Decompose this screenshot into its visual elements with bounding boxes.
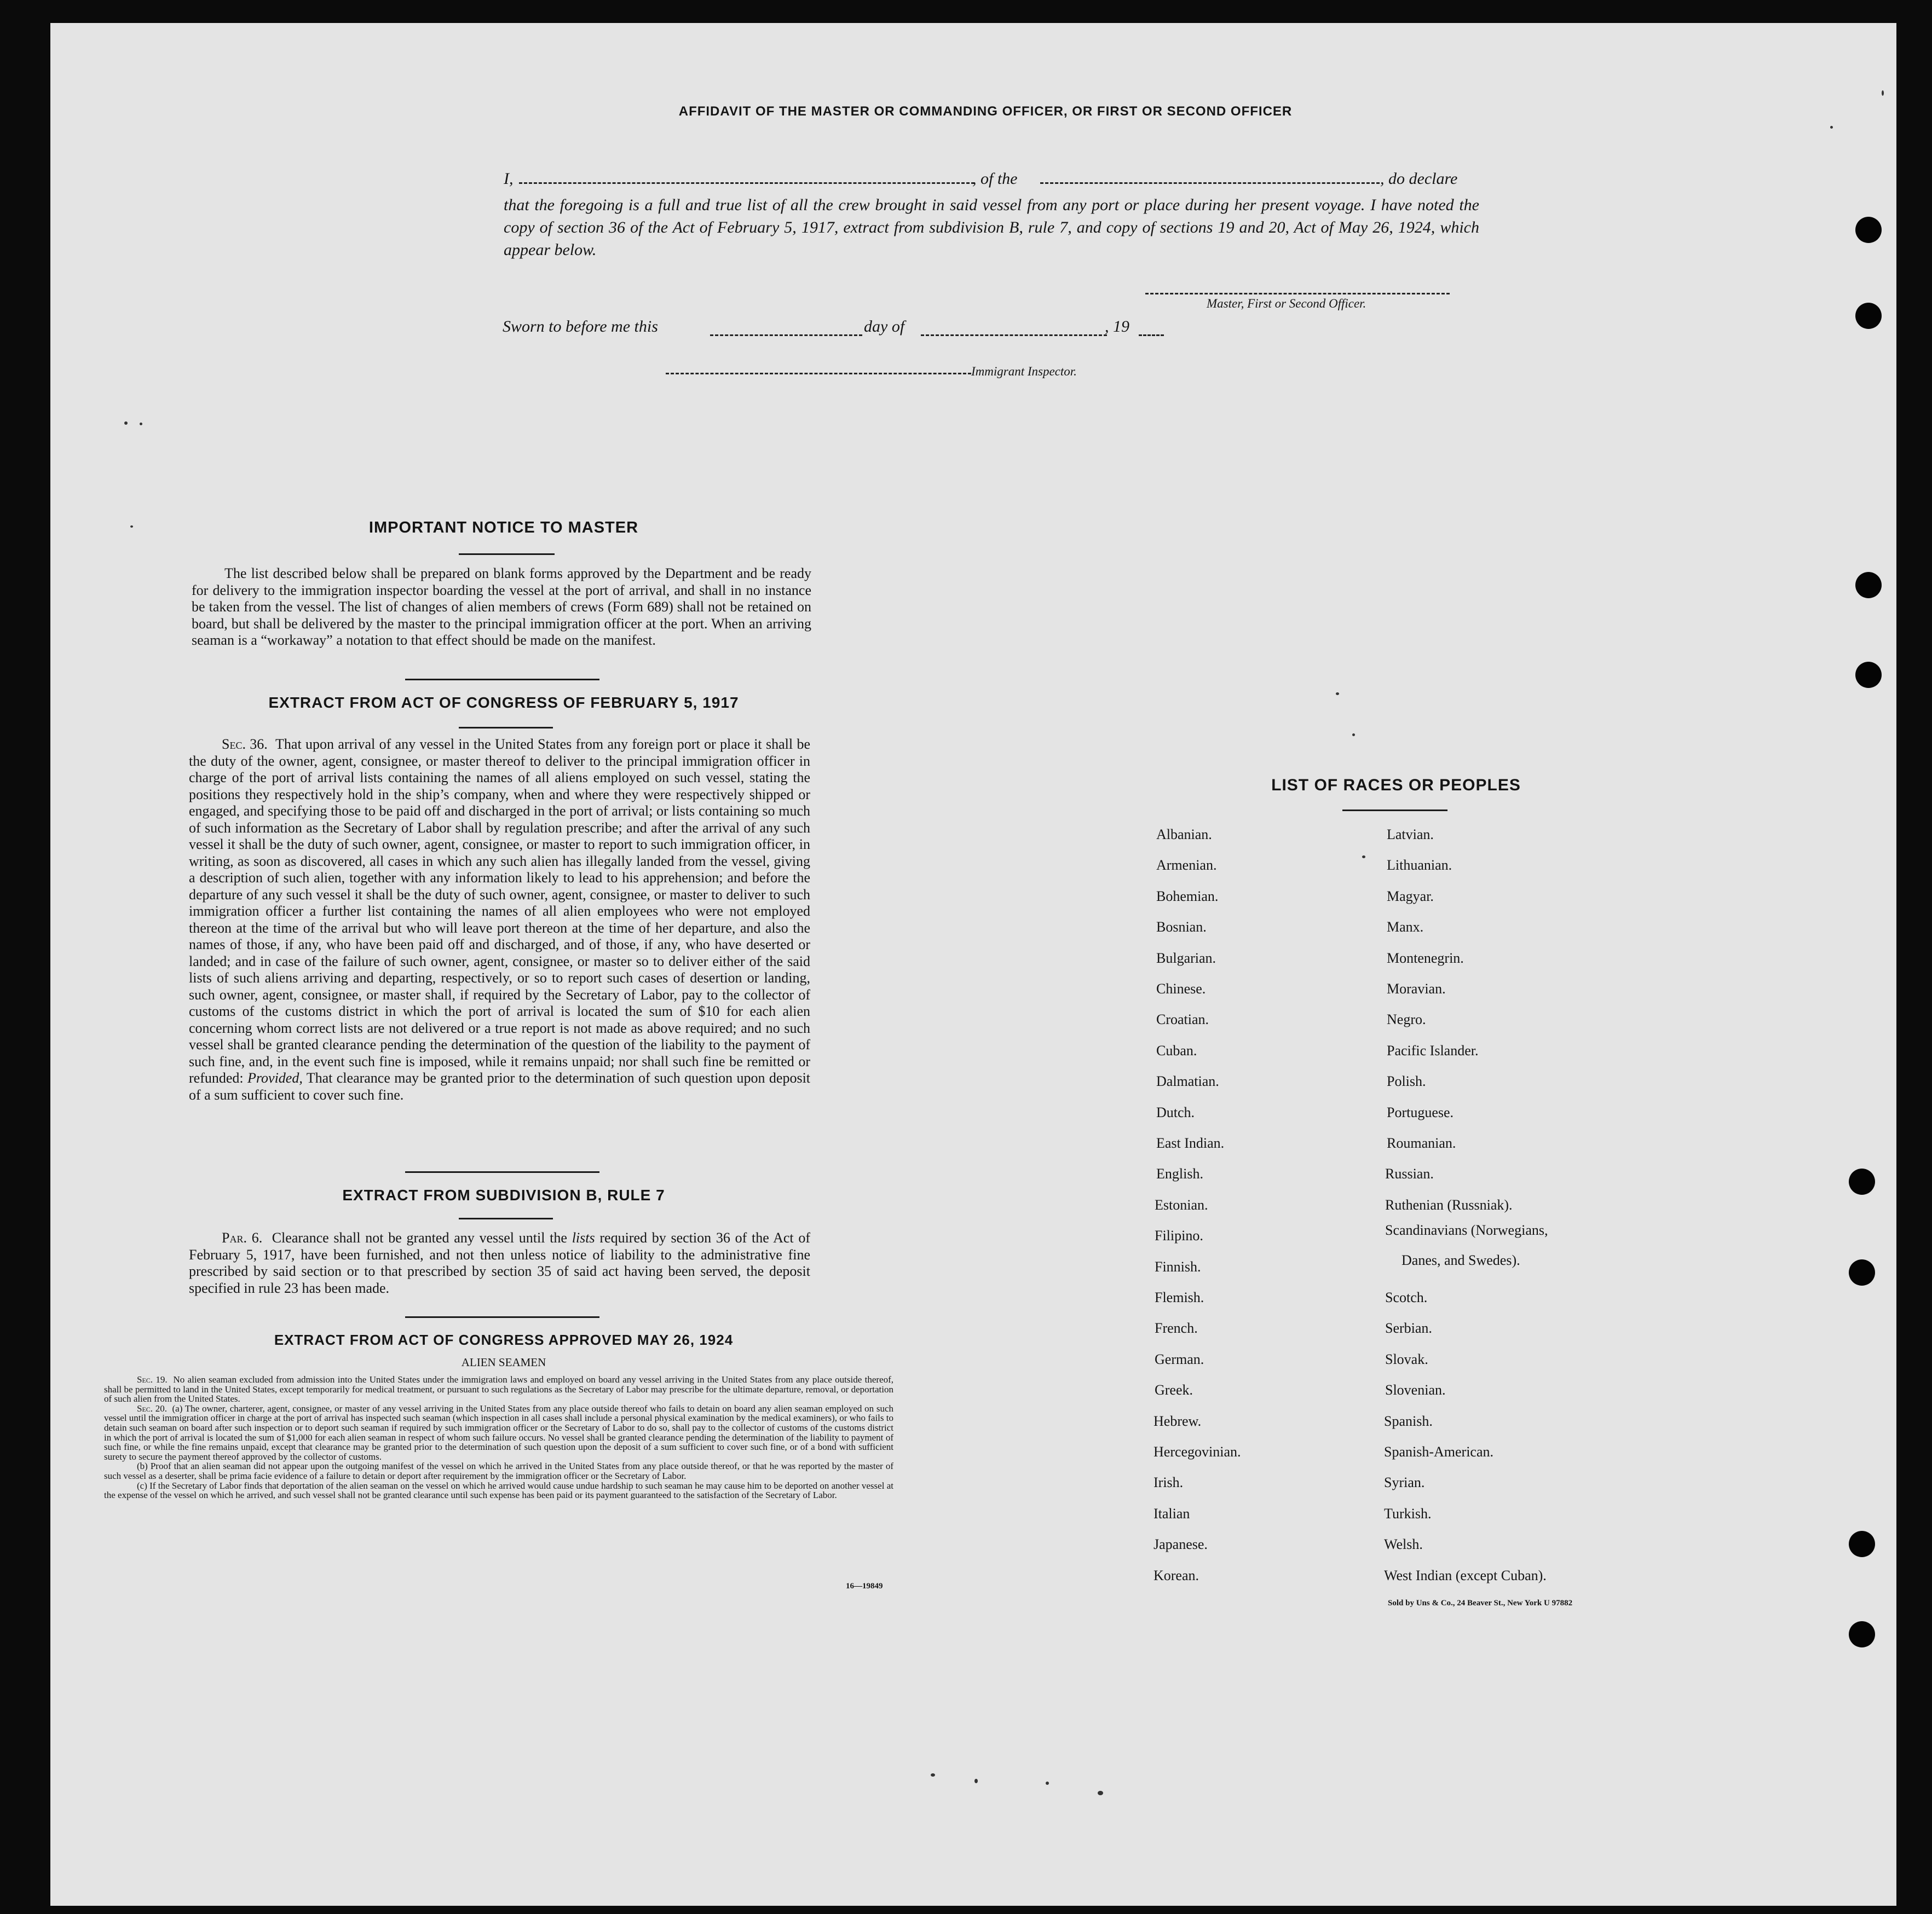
- race-item: Japanese.: [1154, 1536, 1208, 1553]
- race-item: Montenegrin.: [1387, 950, 1464, 966]
- notice-paragraph: The list described below shall be prepared on blank forms approved by the Department and be ready for delivery to the immigration inspector boarding the vessel at the port of arrival, and shall in no instance be taken from the vessel. The list of changes of alien members of crews (Form 689) shall not be retained on board, but shall be delivered by the master to the principal immigration officer at the port. When an arriving seaman is a “workaway” a notation to that effect should be made on the manifest.: [192, 565, 811, 648]
- section-divider: [405, 679, 599, 680]
- section-19-text: No alien seaman excluded from admission into the United States under the immigration laws and employed on board any vessel arriving in the United States from any place outside thereof, shall be permitted to land in the United States, except temporarily for medical treatment, or pursuant to such regulations as the Secretary of Labor may prescribe for the ultimate departure, removal, or deportation of such alien from the United States.: [104, 1374, 894, 1404]
- sworn-year-field[interactable]: [1139, 334, 1164, 336]
- race-item: German.: [1155, 1351, 1204, 1367]
- race-item: Russian.: [1385, 1166, 1434, 1182]
- extract-1917-title: EXTRACT FROM ACT OF CONGRESS OF FEBRUARY 5, 1917: [268, 694, 739, 711]
- race-item: Lithuanian.: [1387, 857, 1452, 874]
- race-item: Scotch.: [1385, 1290, 1428, 1305]
- vessel-label: , of the: [972, 170, 1018, 188]
- race-item: Latvian.: [1387, 826, 1434, 842]
- scan-speck: [931, 1773, 935, 1777]
- punch-hole: [1855, 217, 1882, 243]
- race-item: Bohemian.: [1156, 888, 1219, 904]
- race-item: Manx.: [1387, 919, 1424, 935]
- race-item: English.: [1156, 1166, 1203, 1182]
- section-20b-paragraph: (b) Proof that an alien seaman did not appear upon the outgoing manifest of the vessel on which he arrived in the United States from any place outside thereof, or that he was reported by the master of such vessel as a deserter, shall be prima facie evidence of a failure to detain or deport after requirement by the immigration officer or the Secretary of Labor.: [104, 1461, 893, 1481]
- race-item: Pacific Islander.: [1387, 1042, 1479, 1059]
- race-item: Greek.: [1155, 1382, 1193, 1398]
- paragraph-6: [189, 1230, 810, 1297]
- paragraph-6-text-b: required by section 36 of the Act of February 5, 1917, have been furnished, and not then unless notice of liability to the administrative fine prescribed by said section or to that prescribed by section 35 of said act having been served, the deposit specified in rule 23 has been made.: [189, 1230, 811, 1296]
- section-20-label: Sec. 20.: [137, 1403, 168, 1414]
- race-item: West Indian (except Cuban).: [1384, 1567, 1547, 1583]
- race-item: Welsh.: [1384, 1536, 1423, 1553]
- scan-speck: [974, 1779, 978, 1783]
- scan-speck: [140, 423, 142, 425]
- race-item: Negro.: [1387, 1011, 1426, 1028]
- punch-hole: [1849, 1259, 1875, 1286]
- day-of-label: day of: [864, 317, 905, 336]
- extract-rule7-title: EXTRACT FROM SUBDIVISION B, RULE 7: [342, 1187, 665, 1204]
- printer-imprint: Sold by Uns & Co., 24 Beaver St., New York U 97882: [1388, 1599, 1573, 1607]
- race-item: Finnish.: [1155, 1258, 1201, 1275]
- race-item: Spanish.: [1384, 1413, 1433, 1429]
- race-item: Estonian.: [1155, 1196, 1208, 1213]
- section-divider: [405, 1171, 599, 1173]
- scan-speck: [1046, 1782, 1049, 1785]
- provided-label: Provided,: [247, 1070, 303, 1086]
- race-item: Moravian.: [1387, 981, 1446, 997]
- race-item: Cuban.: [1156, 1042, 1197, 1059]
- scan-speck: [1336, 692, 1339, 695]
- punch-hole: [1849, 1531, 1875, 1557]
- races-title-rule: [1342, 809, 1447, 811]
- race-item: Magyar.: [1387, 888, 1434, 904]
- race-item: Turkish.: [1384, 1505, 1432, 1522]
- race-item: Bosnian.: [1156, 919, 1207, 935]
- notice-text: [192, 565, 811, 649]
- section-36-label: Sec. 36.: [222, 736, 268, 752]
- sworn-day-field[interactable]: [710, 334, 862, 336]
- race-item: Roumanian.: [1387, 1135, 1456, 1151]
- notice-title: IMPORTANT NOTICE TO MASTER: [368, 519, 639, 536]
- section-36-text-end: That clearance may be granted prior to the determination of such question upon deposit of a sum sufficient to cover such fine.: [189, 1070, 811, 1103]
- paragraph-6-label: Par. 6.: [222, 1230, 263, 1246]
- scan-speck: [1352, 733, 1355, 736]
- section-36-text: That upon arrival of any vessel in the United States from any foreign port or place it shall be the duty of the owner, agent, consignee, or master thereof to deliver to the principal immigration officer in charge of the port of arrival lists containing the names of all aliens employed on such vessel, stating the positions they respectively hold in the ship’s company, when and where they were respectively shipped or engaged, and specifying those to be paid off and discharged in the port of arrival; or lists containing so much of such information as the Secretary of Labor shall by regulation prescribe; and after the arrival of any such vessel it shall be the duty of such owner, agent, consignee, or master to report to such immigration officer, in writing, as soon as discovered, all cases in which any such alien has illegally landed from the vessel, giving a description of such alien, together with any information likely to lead to his apprehension; and before the departure of any such vessel it shall be the duty of such owner, agent, consignee, or master to deliver to such immigration officer a further list containing the names of all alien employees who were not employed thereon at the time of the arrival but who will leave port thereon at the time of her departure, and also the names of those, if any, who have been paid off and discharged, and of those, if any, who have deserted or landed; and in case of the failure of such owner, agent, consignee, or master so to deliver either of the said lists of such aliens arriving and departing, respectively, or so to report such cases of desertion or landing, such owner, agent, consignee, or master shall, if required by the Secretary of Labor, pay to the collector of customs of the customs district in which the port of arrival is located the sum of $10 for each alien concerning whom correct lists are not delivered or a true report is not made as above required; and no such vessel shall be granted clearance pending the determination of the question of the liability to the payment of such fine, and, in the event such fine is imposed, while it remains unpaid; nor shall such fine be remitted or refunded:: [189, 736, 810, 1086]
- race-item: Croatian.: [1156, 1011, 1209, 1028]
- extract-1924-title: EXTRACT FROM ACT OF CONGRESS APPROVED MAY 26, 1924: [274, 1332, 734, 1348]
- section-36-paragraph: [189, 736, 810, 1103]
- section-20a-paragraph: [104, 1404, 893, 1462]
- year-prefix-label: , 19: [1105, 317, 1129, 336]
- sworn-label: Sworn to before me this: [503, 317, 658, 336]
- race-item: Hebrew.: [1154, 1413, 1202, 1429]
- declarant-name-field[interactable]: [519, 182, 974, 184]
- race-item: Spanish-American.: [1384, 1444, 1494, 1460]
- race-item-continuation: Danes, and Swedes).: [1402, 1252, 1520, 1268]
- race-item: Portuguese.: [1387, 1104, 1454, 1120]
- race-item: Dalmatian.: [1156, 1073, 1219, 1090]
- race-item: Syrian.: [1384, 1474, 1425, 1491]
- race-item: Dutch.: [1156, 1104, 1195, 1120]
- race-item: Albanian.: [1156, 826, 1212, 842]
- section-20a-text: (a) The owner, charterer, agent, consignee, or master of any vessel arriving in the United States from any place outside thereof who fails to detain on board any alien seaman employed on such vessel until the immigration officer in charge at the port of arrival has inspected such seaman (which inspection in all cases shall include a personal physical examination by the medical examiners), or who fails to detain such seaman on board after such inspection or to deport such seaman if required by such immigration officer or the Secretary of Labor to do so, shall pay to the collector of customs of the customs district in which the port of arrival is located the sum of $1,000 for each alien seaman in respect of whom such failure occurs. No vessel shall be granted clearance pending the determination of the liability to payment of such fine, or while the fine remains unpaid, except that clearance may be granted prior to the determination of such question upon the deposit of a sum sufficient to cover such fine, or of a bond with sufficient surety to secure the payment thereof approved by the collector of customs.: [104, 1403, 894, 1462]
- punch-hole: [1855, 303, 1882, 329]
- paragraph-6-text-a: Clearance shall not be granted any vessel until the: [272, 1230, 567, 1246]
- inspector-signature-field[interactable]: [666, 373, 971, 374]
- section-19-paragraph: [104, 1375, 893, 1404]
- vessel-name-field[interactable]: [1040, 182, 1380, 184]
- race-item: Chinese.: [1156, 981, 1206, 997]
- race-item: Ruthenian (Russniak).: [1385, 1196, 1513, 1213]
- race-item: Italian: [1154, 1505, 1190, 1522]
- extract-rule7-text: [189, 1230, 810, 1297]
- race-item: East Indian.: [1156, 1135, 1225, 1151]
- races-title: LIST OF RACES OR PEOPLES: [1271, 776, 1521, 794]
- scan-speck: [1830, 126, 1833, 129]
- race-item: Irish.: [1154, 1474, 1184, 1491]
- alien-seamen-subtitle: ALIEN SEAMEN: [461, 1356, 546, 1369]
- race-item: Scandinavians (Norwegians,: [1385, 1222, 1548, 1239]
- race-item: Slovenian.: [1385, 1382, 1446, 1398]
- notice-title-rule: [459, 553, 555, 555]
- scan-speck: [1882, 90, 1884, 96]
- section-19-label: Sec. 19.: [137, 1374, 168, 1385]
- extract-1917-title-rule: [459, 727, 553, 728]
- race-item: Bulgarian.: [1156, 950, 1216, 966]
- officer-signature-caption: Master, First or Second Officer.: [1207, 297, 1366, 310]
- extract-rule7-title-rule: [459, 1218, 553, 1219]
- affidavit-statement: that the foregoing is a full and true list of all the crew brought in said vessel from any port or place during her present voyage. I have noted the copy of section 36 of the Act of February 5, 1917, extract from subdivision B, rule 7, and copy of sections 19 and 20, Act of May 26, 1924, which appear below.: [504, 196, 1479, 259]
- extract-1917-text: [189, 736, 810, 1103]
- scan-speck: [1362, 855, 1365, 858]
- do-declare-label: , do declare: [1380, 170, 1458, 188]
- scan-speck: [1098, 1791, 1103, 1795]
- form-number: 16—19849: [846, 1582, 883, 1591]
- race-item: Polish.: [1387, 1073, 1426, 1090]
- punch-hole: [1849, 1621, 1875, 1647]
- punch-hole: [1855, 662, 1882, 688]
- extract-1924-text: [104, 1375, 893, 1500]
- affidavit-title: AFFIDAVIT OF THE MASTER OR COMMANDING OFFICER, OR FIRST OR SECOND OFFICER: [678, 104, 1293, 119]
- sworn-month-field[interactable]: [921, 334, 1107, 336]
- scan-speck: [124, 421, 128, 425]
- section-divider: [405, 1316, 599, 1318]
- race-item: Hercegovinian.: [1154, 1444, 1241, 1460]
- race-item: French.: [1155, 1320, 1198, 1337]
- inspector-signature-caption: Immigrant Inspector.: [971, 365, 1077, 378]
- race-item: Flemish.: [1155, 1290, 1204, 1305]
- race-item: Serbian.: [1385, 1320, 1432, 1337]
- race-item: Slovak.: [1385, 1351, 1428, 1367]
- section-20c-paragraph: (c) If the Secretary of Labor finds that deportation of the alien seaman on the vessel on which he arrived would cause undue hardship to such seaman he may cause him to be deported on another vessel at the expense of the vessel on which he arrived, and such vessel shall not be granted clearance until such expense has been paid or its payment guaranteed to the satisfaction of the Secretary of Labor.: [104, 1480, 893, 1501]
- race-item: Armenian.: [1156, 857, 1217, 874]
- scan-speck: [130, 525, 133, 528]
- race-item: Korean.: [1154, 1567, 1199, 1583]
- punch-hole: [1855, 572, 1882, 598]
- officer-signature-field[interactable]: [1145, 293, 1450, 294]
- punch-hole: [1849, 1169, 1875, 1195]
- race-item: Filipino.: [1155, 1228, 1203, 1244]
- declarant-name-label: I,: [504, 170, 514, 188]
- lists-word: lists: [572, 1230, 595, 1246]
